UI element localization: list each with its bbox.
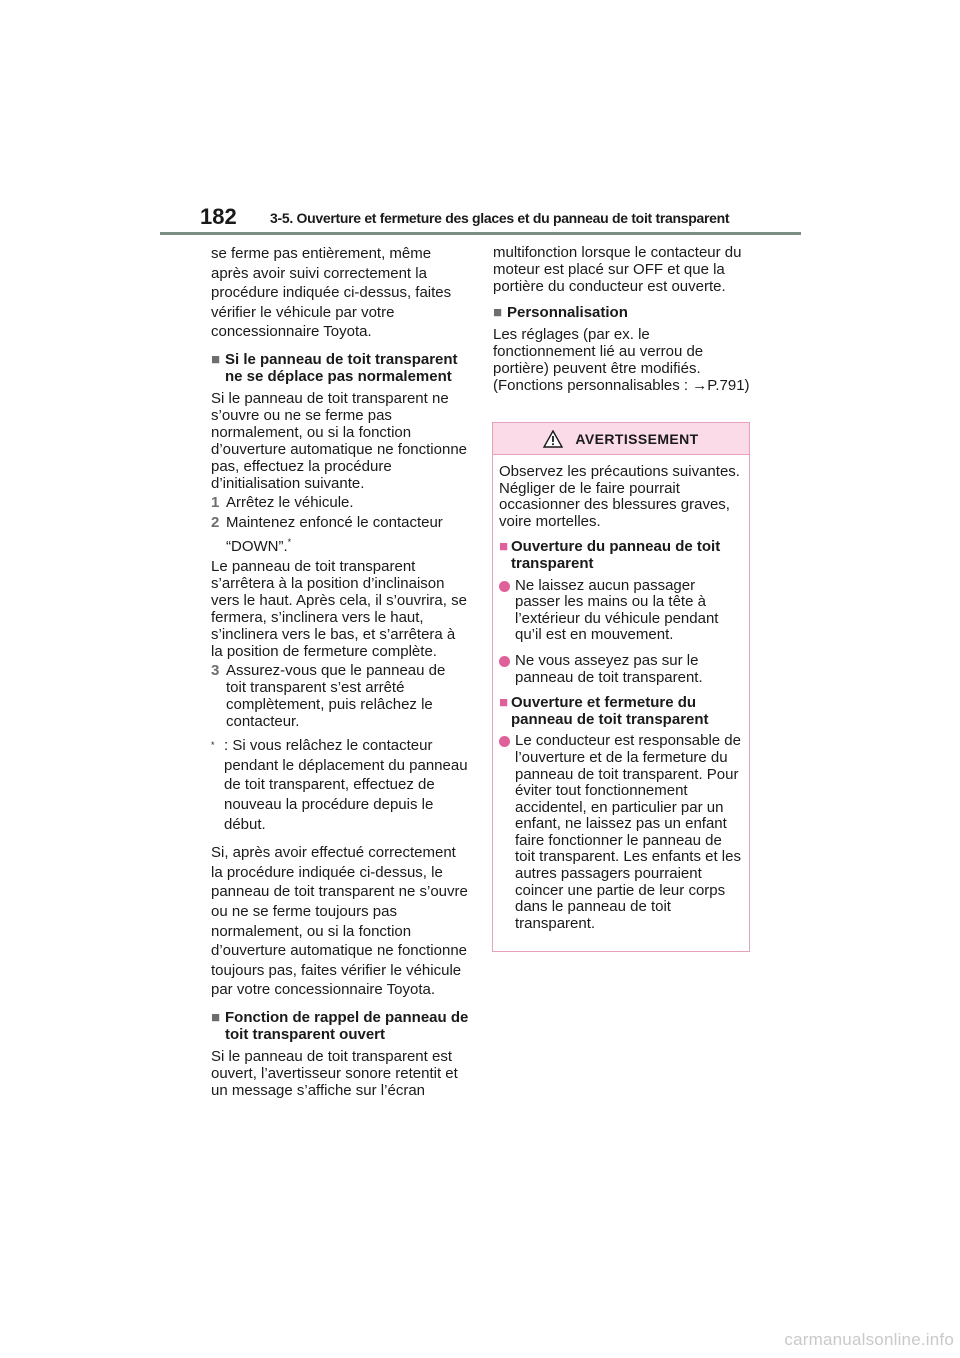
step-text: Maintenez enfoncé le contacteur “DOWN”.	[226, 513, 443, 555]
warning-bullet	[499, 578, 741, 644]
step-1	[211, 494, 469, 511]
step-number: 1	[211, 493, 220, 511]
section-heading-text: Si le panneau de toit transparent ne se déplace pas normalement	[225, 350, 458, 385]
warning-intro: Observez les précautions suivantes. Négliger de le faire pourrait occasionner des blessures graves, voire mortelles.	[499, 463, 740, 530]
footnote-marker: *	[287, 536, 292, 547]
section-heading-text: Personnalisation	[507, 304, 628, 321]
square-bullet-icon: ■	[493, 304, 503, 321]
warning-bullet-text: Ne vous asseyez pas sur le panneau de toit transparent.	[515, 651, 703, 686]
after-paragraph: Si, après avoir effectué correctement la procédure indiquée ci-dessus, le panneau de toit transparent ne s’ouvre ou ne se ferme toujours pas normalement, ou si la fonction d’ouverture automatique ne fonctionne toujours pas, faites vérifier le véhicule par votre concessionnaire Toyota.	[211, 844, 468, 999]
right-column	[493, 244, 751, 403]
intro-paragraph: se ferme pas entièrement, même après avoir suivi correctement la procédure indiquée ci-dessus, faites vérifier le véhicule par votre concessionnaire Toyota.	[211, 245, 452, 341]
header-rule	[160, 232, 801, 235]
step-text: Arrêtez le véhicule.	[226, 493, 354, 511]
warning-heading-text: Ouverture du panneau de toit transparent	[511, 538, 721, 572]
section-heading-reminder	[211, 1009, 469, 1043]
section-paragraph: Si le panneau de toit transparent est ouvert, l’avertisseur sonore retentit et un message s’affiche sur l’écran	[211, 1047, 458, 1099]
continued-paragraph: multifonction lorsque le contacteur du moteur est placé sur OFF et que la portière du conducteur est ouverte.	[493, 244, 742, 295]
warning-bullet-text: Ne laissez aucun passager passer les mains ou la tête à l’extérieur du véhicule pendant qu’il est en mouvement.	[515, 576, 719, 644]
warning-heading-opening	[499, 539, 741, 572]
footnote	[211, 736, 469, 834]
chapter-title: 3-5. Ouverture et fermeture des glaces et du panneau de toit transparent	[270, 210, 730, 226]
pink-dot-icon	[499, 656, 510, 667]
step-text: Assurez-vous que le panneau de toit transparent s’est arrêté complètement, puis relâchez le contacteur.	[226, 662, 446, 731]
footnote-text: : Si vous relâchez le contacteur pendant le déplacement du panneau de toit transparent, effectuez de nouveau la procédure depuis le début.	[224, 737, 468, 833]
section-heading-text: Fonction de rappel de panneau de toit transparent ouvert	[225, 1008, 469, 1043]
step-number: 3	[211, 662, 220, 680]
section-heading-customization	[493, 304, 751, 321]
warning-bullet-text: Le conducteur est responsable de l’ouverture et de la fermeture du panneau de toit transparent. Pour éviter tout fonctionnement accidentel, en particulier par un enfant, ne laissez pas un enfant faire fonctionner le panneau de toit transparent. Les enfants et les autres passagers pourraient coincer une partie de leur corps dans le panneau de toit transparent.	[515, 732, 741, 932]
step-3	[211, 662, 469, 730]
square-bullet-icon: ■	[211, 350, 221, 368]
warning-body	[493, 455, 749, 932]
step-number: 2	[211, 513, 220, 531]
section-paragraph: Les réglages (par ex. le fonctionnement lié au verrou de portière) peuvent être modifiés. (Fonctions personnalisables : →P.791)	[493, 326, 750, 394]
square-bullet-icon: ■	[211, 1008, 221, 1026]
watermark: carmanualsonline.info	[784, 1330, 954, 1349]
left-column	[211, 244, 469, 1108]
warning-triangle-icon	[543, 430, 563, 448]
warning-title: AVERTISSEMENT	[575, 430, 699, 447]
warning-header	[493, 423, 749, 455]
pink-dot-icon	[499, 581, 510, 592]
page-number: 182	[200, 204, 237, 229]
pink-dot-icon	[499, 736, 510, 747]
warning-heading-text: Ouverture et fermeture du panneau de toit transparent	[511, 694, 709, 728]
warning-bullet	[499, 733, 741, 932]
section-heading-not-moving	[211, 351, 469, 385]
step-2	[211, 513, 469, 556]
square-bullet-icon: ■	[499, 694, 509, 712]
step-result: Le panneau de toit transparent s’arrêtera à la position d’inclinaison vers le haut. Après cela, il s’ouvrira, se fermera, s’inclinera vers le haut, s’inclinera vers le bas, et s’arrêtera à la position de fermeture complète.	[211, 558, 467, 661]
warning-heading-open-close	[499, 695, 741, 728]
warning-box	[492, 422, 750, 952]
square-bullet-icon: ■	[499, 538, 509, 556]
footnote-marker: *	[211, 740, 215, 751]
warning-bullet	[499, 653, 741, 686]
section-paragraph: Si le panneau de toit transparent ne s’ouvre ou ne se ferme pas normalement, ou si la fonction d’ouverture automatique ne fonctionne pas, effectuez la procédure d’initialisation suivante.	[211, 389, 468, 492]
